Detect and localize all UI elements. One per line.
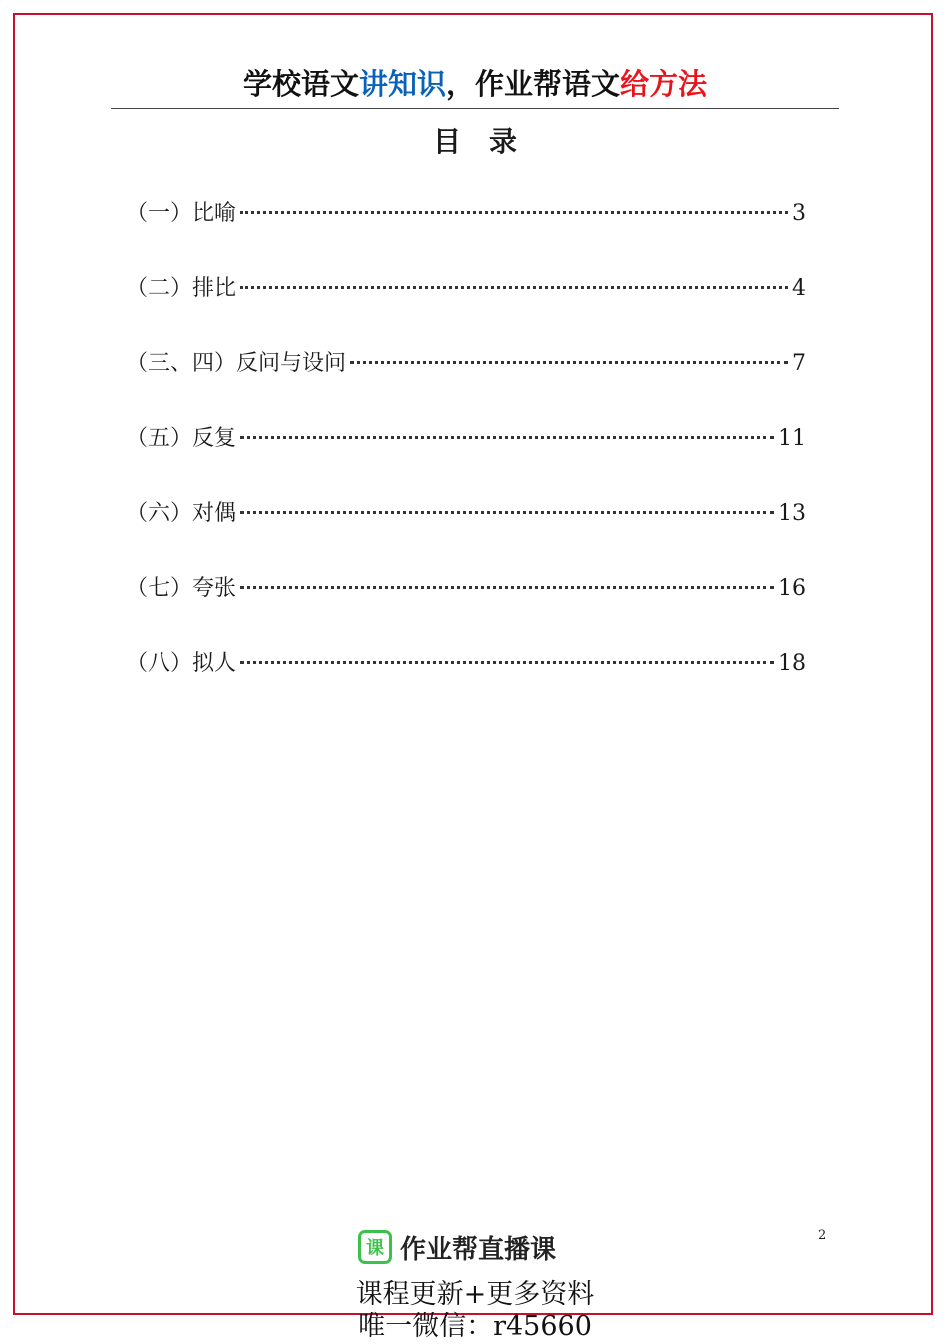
toc-entry[interactable] bbox=[126, 346, 806, 421]
footer-logo bbox=[358, 1227, 556, 1267]
toc-dot-leader bbox=[240, 210, 788, 214]
toc-entry[interactable] bbox=[126, 271, 806, 346]
toc-dot-leader bbox=[240, 660, 774, 664]
header-part-4: 给方法 bbox=[620, 67, 708, 101]
footer-note-line-2: 唯一微信：r45660 bbox=[358, 1311, 592, 1342]
toc-entry-label: （八）拟人 bbox=[126, 651, 237, 676]
toc-entry-label: （一）比喻 bbox=[126, 201, 237, 226]
footer-brand-name: 作业帮直播课 bbox=[400, 1234, 557, 1265]
toc-entry[interactable] bbox=[126, 646, 806, 721]
header-part-3: ，作业帮语文 bbox=[446, 67, 621, 101]
document-header bbox=[111, 64, 839, 104]
toc-entry-label: （六）对偶 bbox=[126, 501, 237, 526]
course-badge-icon: 课 bbox=[358, 1230, 392, 1264]
toc-entry[interactable] bbox=[126, 496, 806, 571]
toc-dot-leader bbox=[240, 285, 788, 289]
toc-entry-page: 3 bbox=[792, 201, 806, 226]
toc-entry-page: 7 bbox=[792, 351, 806, 376]
toc-entry-label: （七）夸张 bbox=[126, 576, 237, 601]
page-number: 2 bbox=[818, 1228, 827, 1243]
toc-entry-page: 11 bbox=[778, 426, 806, 451]
header-divider bbox=[111, 108, 839, 109]
toc-dot-leader bbox=[240, 510, 774, 514]
toc-entry-page: 13 bbox=[778, 501, 806, 526]
toc-entry-label: （三、四）反问与设问 bbox=[126, 351, 347, 376]
toc-entry-page: 18 bbox=[778, 651, 806, 676]
toc-entry-label: （二）排比 bbox=[126, 276, 237, 301]
toc-list bbox=[126, 196, 806, 721]
toc-entry-label: （五）反复 bbox=[126, 426, 237, 451]
header-part-1: 学校语文 bbox=[242, 67, 359, 101]
footer-note-line-1: 课程更新+更多资料 bbox=[355, 1279, 595, 1310]
toc-entry[interactable] bbox=[126, 571, 806, 646]
toc-entry-page: 16 bbox=[778, 576, 806, 601]
header-part-2: 讲知识 bbox=[358, 67, 446, 101]
toc-dot-leader bbox=[240, 435, 774, 439]
toc-dot-leader bbox=[240, 585, 774, 589]
toc-dot-leader bbox=[350, 360, 788, 364]
toc-entry[interactable] bbox=[126, 421, 806, 496]
toc-entry-page: 4 bbox=[792, 276, 806, 301]
toc-entry[interactable] bbox=[126, 196, 806, 271]
toc-title: 目录 bbox=[432, 125, 545, 158]
